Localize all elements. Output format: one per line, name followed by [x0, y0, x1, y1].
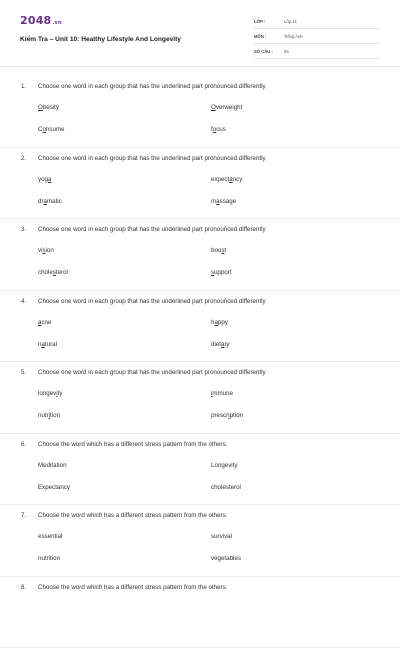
answer-option[interactable] [211, 126, 226, 133]
option-text: vegetables [211, 555, 241, 562]
header-divider [0, 66, 400, 67]
answer-option[interactable] [38, 319, 51, 326]
answer-option[interactable] [38, 247, 54, 254]
option-underlined-part: a [229, 176, 232, 183]
option-text: mmune [212, 390, 233, 397]
option-text: Expectancy [38, 484, 70, 491]
option-underlined-part: i [49, 412, 50, 419]
question-item [0, 505, 400, 577]
option-text: Meditation [38, 462, 67, 469]
meta-value: Lớp 11 [284, 19, 297, 24]
option-text: matic [47, 198, 62, 205]
option-underlined-part: s [53, 269, 56, 276]
option-underlined-part: i [211, 390, 212, 397]
option-text: ssage [220, 198, 237, 205]
answer-option[interactable] [211, 319, 228, 326]
option-underlined-part: s [221, 247, 224, 254]
option-text: diet [211, 341, 221, 348]
answer-option[interactable] [38, 104, 59, 111]
question-item [0, 362, 400, 434]
option-text: Longevity [211, 462, 238, 469]
option-text: tion [50, 412, 60, 419]
option-text: nsume [46, 126, 65, 133]
option-text: expect [211, 176, 229, 183]
answer-option[interactable] [211, 247, 226, 254]
option-underlined-part: a [44, 198, 47, 205]
question-stem [21, 512, 227, 519]
option-text: verweight [216, 104, 242, 111]
answer-option[interactable] [211, 341, 230, 348]
answer-option[interactable] [211, 198, 236, 205]
option-text: upport [214, 269, 232, 276]
question-item [0, 76, 400, 148]
option-text: m [211, 198, 216, 205]
question-number: 6. [21, 441, 38, 448]
question-list [0, 76, 400, 648]
option-text: ty [58, 390, 63, 397]
question-stem [21, 584, 227, 591]
meta-key: SỐ CÂU : [254, 49, 284, 54]
option-text: nutr [38, 412, 49, 419]
question-number: 2. [21, 155, 38, 162]
option-underlined-part: o [42, 126, 45, 133]
option-text: essential [38, 533, 62, 540]
meta-row-question-count [254, 44, 380, 59]
question-number: 7. [21, 512, 38, 519]
option-underlined-part: a [216, 198, 219, 205]
question-number: 1. [21, 83, 38, 90]
meta-key: MÔN : [254, 34, 284, 39]
answer-option[interactable] [38, 462, 67, 469]
answer-option[interactable] [211, 412, 243, 419]
answer-option[interactable] [211, 533, 232, 540]
option-underlined-part: a [214, 319, 217, 326]
option-text: yog [38, 176, 48, 183]
option-underlined-part: a [41, 341, 44, 348]
option-text: cus [216, 126, 226, 133]
question-stem [21, 441, 227, 448]
question-item [0, 577, 400, 648]
option-text: boo [211, 247, 221, 254]
answer-option[interactable] [38, 390, 62, 397]
meta-value: 56 [284, 49, 289, 54]
option-text: chole [38, 269, 53, 276]
answer-option[interactable] [38, 341, 57, 348]
question-text: Choose the word which has a different stress pattern from the others. [38, 441, 227, 448]
option-text: vi [38, 247, 42, 254]
answer-option[interactable] [38, 555, 60, 562]
option-underlined-part: a [221, 341, 224, 348]
question-stem [21, 298, 266, 305]
meta-key: LỚP : [254, 19, 284, 24]
answer-option[interactable] [211, 462, 238, 469]
question-number: 5. [21, 369, 38, 376]
option-text: longev [38, 390, 56, 397]
question-stem [21, 369, 266, 376]
option-text: tural [45, 341, 57, 348]
option-underlined-part: s [42, 247, 45, 254]
question-item [0, 148, 400, 220]
option-text: h [211, 319, 214, 326]
answer-option[interactable] [38, 533, 62, 540]
answer-option[interactable] [211, 390, 233, 397]
option-text: survival [211, 533, 232, 540]
question-text: Choose one word in each group that has the underlined part pronounced differently [38, 155, 266, 162]
option-text: prescr [211, 412, 228, 419]
question-text: Choose the word which has a different stress pattern from the others. [38, 584, 227, 591]
meta-value: Tiếng Anh [284, 34, 303, 39]
option-text: f [211, 126, 213, 133]
option-text: terol [56, 269, 68, 276]
option-text: C [38, 126, 42, 133]
question-item [0, 434, 400, 506]
answer-option[interactable] [38, 176, 51, 183]
meta-row-class [254, 14, 380, 29]
question-text: Choose one word in each group that has the underlined part pronounced differently [38, 298, 266, 305]
question-text: Choose the word which has a different stress pattern from the others. [38, 512, 227, 519]
option-underlined-part: i [56, 390, 57, 397]
option-underlined-part: O [211, 104, 216, 111]
question-text: Choose one word in each group that has the underlined part pronounced differently [38, 369, 266, 376]
option-text: ppy [218, 319, 228, 326]
option-text: ion [46, 247, 54, 254]
question-number: 4. [21, 298, 38, 305]
meta-row-subject [254, 29, 380, 44]
answer-option[interactable] [211, 269, 232, 276]
option-text: ption [230, 412, 243, 419]
option-text: besity [43, 104, 59, 111]
question-number: 3. [21, 226, 38, 233]
option-underlined-part: O [38, 104, 43, 111]
question-stem [21, 226, 266, 233]
answer-option[interactable] [211, 176, 242, 183]
answer-option[interactable] [38, 126, 65, 133]
option-underlined-part: s [211, 269, 214, 276]
option-underlined-part: a [48, 176, 51, 183]
answer-option[interactable] [38, 269, 68, 276]
answer-option[interactable] [211, 555, 241, 562]
option-text: ncy [233, 176, 243, 183]
question-text: Choose one word in each group that has the underlined part pronounced differently [38, 226, 266, 233]
logo-domain: .vn [52, 20, 61, 26]
answer-option[interactable] [38, 412, 60, 419]
question-item [0, 291, 400, 363]
option-text: ry [224, 341, 229, 348]
option-underlined-part: i [228, 412, 229, 419]
question-text: Choose one word in each group that has the underlined part pronounced differently [38, 83, 266, 90]
option-text: t [224, 247, 226, 254]
logo-text: 2048 [20, 14, 51, 27]
option-text: dr [38, 198, 44, 205]
question-item [0, 219, 400, 291]
option-text: cholesterol [211, 484, 241, 491]
page-title: Kiểm Tra – Unit 10: Healthy Lifestyle And Longevity [20, 36, 380, 43]
test-meta [254, 14, 380, 59]
option-underlined-part: o [213, 126, 216, 133]
question-stem [21, 155, 266, 162]
answer-option[interactable] [38, 198, 62, 205]
page-header [0, 0, 400, 62]
question-number: 8. [21, 584, 38, 591]
option-text: n [38, 341, 41, 348]
option-underlined-part: a [38, 319, 41, 326]
answer-option[interactable] [38, 484, 70, 491]
option-text: nutrition [38, 555, 60, 562]
option-text: cne [41, 319, 51, 326]
answer-option[interactable] [211, 104, 242, 111]
answer-option[interactable] [211, 484, 241, 491]
question-stem [21, 83, 266, 90]
